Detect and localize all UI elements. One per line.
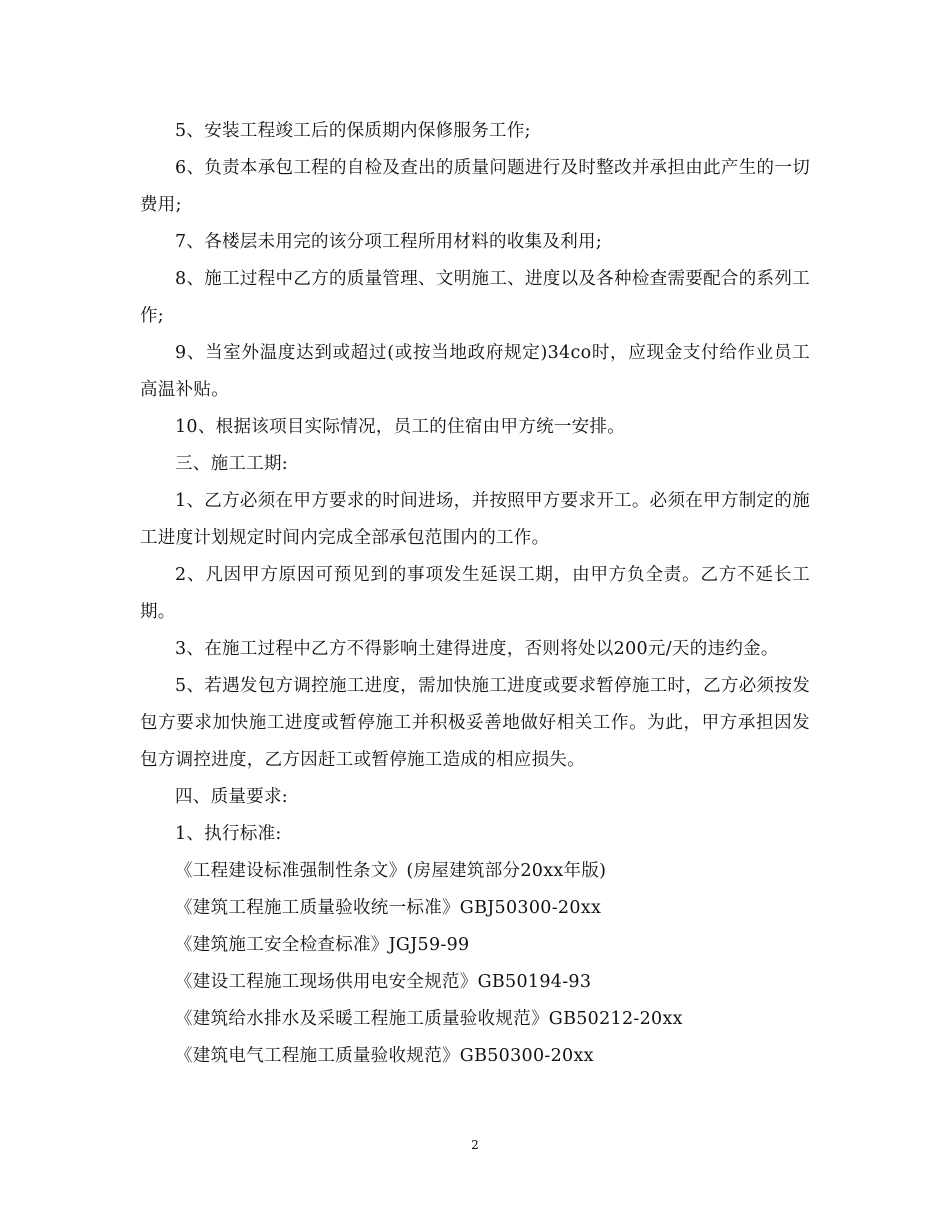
paragraph-quality-management: 8、施工过程中乙方的质量管理、文明施工、进度以及各种检查需要配合的系列工作; [140,269,810,326]
document-body [140,113,810,1075]
page-number: 2 [471,1138,479,1152]
standard-reference: 《建筑电气工程施工质量验收规范》GB50300-20xx [175,1046,594,1066]
paragraph-delay-responsibility: 2、凡因甲方原因可预见到的事项发生延误工期，由甲方负全责。乙方不延长工期。 [140,565,810,622]
section-heading-construction-period: 三、施工工期: [175,454,288,474]
paragraph-material-collection: 7、各楼层未用完的该分项工程所用材料的收集及利用; [175,232,603,252]
paragraph-standards-heading: 1、执行标准: [175,824,282,844]
paragraph-penalty: 3、在施工过程中乙方不得影响土建得进度，否则将处以200元/天的违约金。 [175,639,779,659]
paragraph-entry-schedule: 1、乙方必须在甲方要求的时间进场，并按照甲方要求开工。必须在甲方制定的施工进度计划规定时间内完成全部承包范围内的工作。 [140,491,810,548]
paragraph-high-temperature-allowance: 9、当室外温度达到或超过(或按当地政府规定)34co时，应现金支付给作业员工高温补贴。 [140,343,810,400]
section-heading-quality-requirements: 四、质量要求: [175,787,288,807]
standard-reference: 《建筑给水排水及采暖工程施工质量验收规范》GB50212-20xx [175,1009,683,1029]
standard-reference: 《建筑施工安全检查标准》JGJ59-99 [175,935,470,955]
paragraph-accommodation: 10、根据该项目实际情况，员工的住宿由甲方统一安排。 [175,417,626,437]
standard-reference: 《工程建设标准强制性条文》(房屋建筑部分20xx年版) [175,861,607,881]
standard-reference: 《建设工程施工现场供用电安全规范》GB50194-93 [175,972,592,992]
paragraph-schedule-control: 5、若遇发包方调控施工进度，需加快施工进度或要求暂停施工时，乙方必须按发包方要求加快施工进度或暂停施工并积极妥善地做好相关工作。为此，甲方承担因发包方调控进度，乙方因赶工或暂停施工造成的相应损失。 [140,676,810,770]
standard-reference: 《建筑工程施工质量验收统一标准》GBJ50300-20xx [175,898,602,918]
paragraph-self-inspection: 6、负责本承包工程的自检及查出的质量问题进行及时整改并承担由此产生的一切费用; [140,158,810,215]
paragraph-warranty-service: 5、安装工程竣工后的保质期内保修服务工作; [175,121,531,141]
